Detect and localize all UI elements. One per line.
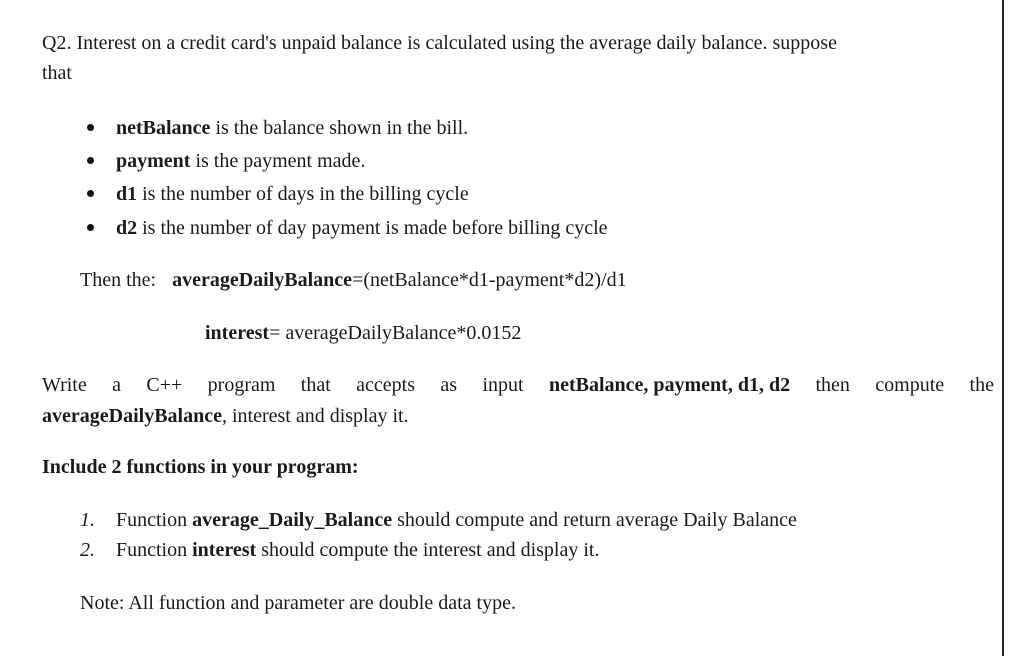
- definition-term: d2: [116, 217, 138, 239]
- function-description: should compute the interest and display it.: [256, 539, 600, 561]
- function-item: [116, 507, 797, 533]
- function-prefix: Function: [116, 539, 193, 561]
- definition-term: d1: [116, 183, 138, 205]
- task-word: Write: [42, 374, 87, 396]
- definition-text: is the number of day payment is made before billing cycle: [137, 217, 608, 239]
- task-word: input: [482, 374, 524, 396]
- bullet-icon: [87, 157, 94, 164]
- formula-interest-term: interest: [205, 322, 270, 344]
- function-item: [116, 537, 599, 563]
- task-line2-text: , interest and display it.: [221, 405, 409, 427]
- function-description: should compute and return average Daily Balance: [392, 509, 797, 531]
- definition-item: [116, 115, 468, 141]
- task-word: program: [207, 374, 276, 396]
- task-word: compute: [875, 374, 945, 396]
- formula-average-expression: =(netBalance*d1-payment*d2)/d1: [352, 269, 627, 291]
- task-word: a: [112, 374, 121, 396]
- definition-term: payment: [116, 150, 191, 172]
- definition-item: [116, 148, 365, 174]
- definition-item: [116, 181, 469, 207]
- formula-prefix: Then the:: [80, 269, 157, 291]
- task-output-term: averageDailyBalance: [42, 405, 222, 427]
- formula-average: [80, 267, 627, 293]
- definition-text: is the payment made.: [190, 150, 366, 172]
- task-word: that: [300, 374, 331, 396]
- formula-interest-expression: = averageDailyBalance*0.0152: [269, 322, 522, 344]
- task-word: the: [969, 374, 994, 396]
- definition-text: is the balance shown in the bill.: [210, 117, 469, 139]
- note-text: Note: All function and parameter are double data type.: [80, 592, 516, 614]
- functions-header: Include 2 functions in your program:: [42, 456, 359, 478]
- page-right-border: [1002, 0, 1004, 656]
- bullet-icon: [87, 190, 94, 197]
- function-name: interest: [192, 539, 257, 561]
- bullet-icon: [87, 224, 94, 231]
- bullet-icon: [87, 124, 94, 131]
- question-intro-line1: Q2. Interest on a credit card's unpaid balance is calculated using the average daily balance. suppose: [42, 32, 837, 54]
- function-prefix: Function: [116, 509, 193, 531]
- task-word: then: [815, 374, 850, 396]
- task-word: accepts: [356, 374, 416, 396]
- list-number: 1.: [80, 509, 95, 531]
- function-name: average_Daily_Balance: [192, 509, 393, 531]
- task-line2: [42, 403, 409, 429]
- definition-term: netBalance: [116, 117, 211, 139]
- task-line1: [42, 372, 994, 398]
- formula-average-term: averageDailyBalance: [172, 269, 353, 291]
- task-inputs: netBalance, payment, d1, d2: [548, 374, 791, 396]
- formula-interest: [205, 320, 521, 346]
- task-word: C++: [146, 374, 183, 396]
- definition-item: [116, 215, 608, 241]
- question-intro-line2: that: [42, 62, 72, 84]
- list-number: 2.: [80, 539, 95, 561]
- task-word: as: [440, 374, 458, 396]
- definition-text: is the number of days in the billing cycle: [137, 183, 469, 205]
